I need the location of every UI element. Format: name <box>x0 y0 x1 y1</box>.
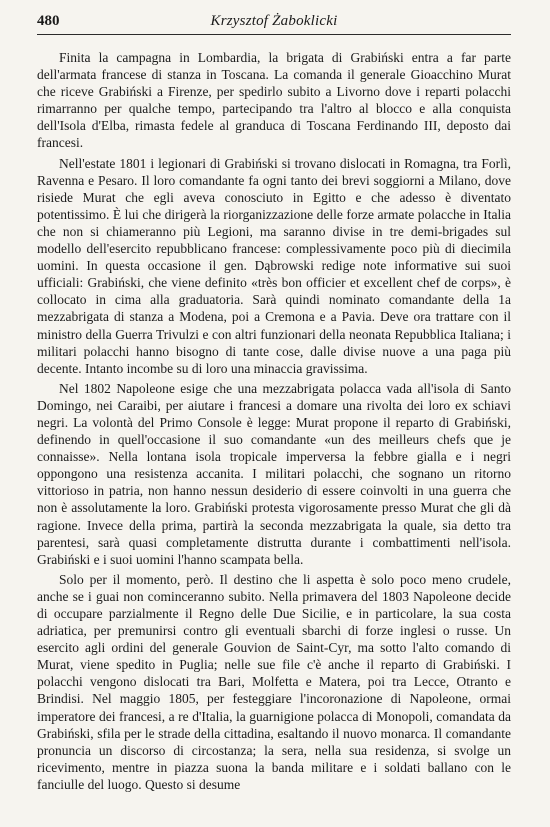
paragraph: Nel 1802 Napoleone esige che una mezzabrigata polacca vada all'isola di Santo Domingo, nei Caraibi, per aiutare i francesi a domare una rivolta dei loro ex schiavi negri. La volontà del Primo Console è legge: Murat propone il reparto di Grabiński, definendo in quell'occasione il suo comandante «un des meilleurs chefs que je connaisse». Nella lontana isola tropicale imperversa la febbre gialla e i negri oppongono una resistenza accanita. I militari polacchi, che sognano un ritorno vittorioso in patria, non hanno nessun desiderio di essere coinvolti in una guerra che non è assolutamente la loro. Grabiński protesta vigorosamente presso Murat che gli dà ragione. Invece della prima, partirà la seconda mezzabrigata la quale, sia detto tra parentesi, sarà quasi completamente distrutta durante i combattimenti nell'isola. Grabiński e i suoi uomini l'hanno scampata bella. <box>37 380 511 567</box>
page-number: 480 <box>37 13 60 29</box>
paragraph: Nell'estate 1801 i legionari di Grabiński si trovano dislocati in Romagna, tra Forlì, Ravenna e Pesaro. Il loro comandante fa ogni tanto dei brevi soggiorni a Milano, dove risiede Murat che egli aveva conosciuto in Egitto e che adesso è diventato potentissimo. È lui che dirigerà la riorganizzazione delle forze armate polacche in Italia che non si chiameranno più Legioni, ma saranno divise in tre demi-brigades sul modello dell'esercito repubblicano francese: complessivamente poco più di diecimila uomini. In questa occasione il gen. Dąbrowski redige note informative sui suoi ufficiali: Grabiński, che viene definito «très bon officier et excellent chef de corps», è collocato in cima alla graduatoria. Sarà quindi nominato comandante della 1a mezzabrigata di stanza a Modena, poi a Cremona e a Pavia. Deve ora trattare con il ministro della Guerra Trivulzi e con altri funzionari della neonata Repubblica Italiana; i militari polacchi hanno bisogno di tante cose, dalle divise nuove a una paga più decente. Intanto incombe su di loro una minaccia gravissima. <box>37 155 511 376</box>
running-head: Krzysztof Żaboklicki <box>210 13 338 29</box>
page-header <box>37 12 511 35</box>
paragraph: Solo per il momento, però. Il destino che li aspetta è solo poco meno crudele, anche se i guai non cominceranno subito. Nella primavera del 1803 Napoleone decide di occupare parzialmente il Regno delle Due Sicilie, e in particolare, la sua costa adriatica, per premunirsi contro gli eventuali sbarchi di forze inglesi o russe. Un esercito agli ordini del generale Gouvion de Saint-Cyr, ma sotto l'alto comando di Murat, viene spedito in Puglia; nelle sue file c'è anche il reparto di Grabiński. I polacchi vengono dislocati tra Bari, Molfetta e Matera, poi tra Lecce, Otranto e Brindisi. Nel maggio 1805, per festeggiare l'incoronazione di Napoleone, ormai imperatore dei francesi, a re d'Italia, la guarnigione polacca di Monopoli, comandata da Grabiński, sfila per le strade della cittadina, esaltando il nuovo monarca. Il comandante pronuncia un discorso di circostanza; la sera, nella sua residenza, si svolge un ricevimento, mentre in piazza suona la banda militare e i soldati ballano con le fanciulle del luogo. Questo si desume <box>37 571 511 792</box>
paragraph: Finita la campagna in Lombardia, la brigata di Grabiński entra a far parte dell'armata francese di stanza in Toscana. La comanda il generale Gioacchino Murat che riceve Grabiński a Firenze, per spedirlo subito a Livorno dove i reparti polacchi rimarranno per qualche tempo, partecipando tra l'altro al blocco e alla conquista dell'Isola d'Elba, rimasta fedele al granduca di Toscana Ferdinando III, deposto dai francesi. <box>37 50 511 151</box>
body-text <box>37 49 511 793</box>
